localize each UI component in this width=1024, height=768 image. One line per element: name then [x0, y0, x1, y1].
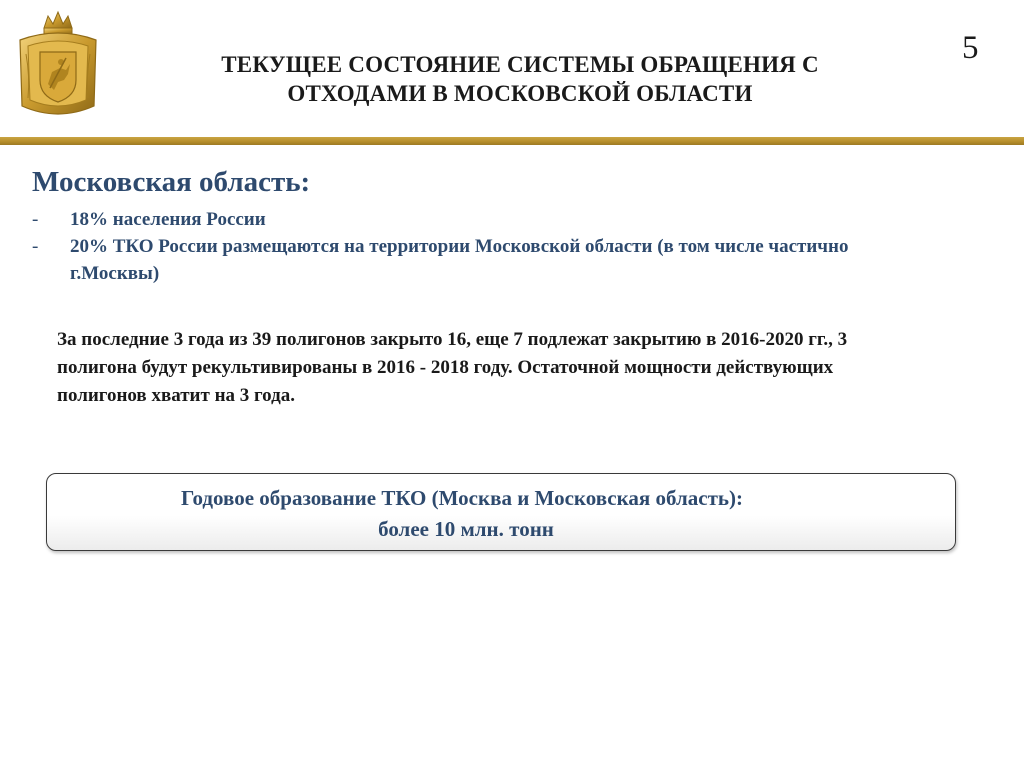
list-item — [32, 206, 932, 233]
bullet-dash: - — [32, 236, 39, 257]
fact-text: 20% ТКО России размещаются на территории Московской области (в том числе частично г.Москвы) — [70, 236, 849, 284]
slide-title — [150, 50, 890, 108]
coat-of-arms-icon — [14, 10, 102, 122]
bullet-dash: - — [32, 209, 39, 230]
region-heading: Московская область: — [32, 166, 311, 198]
landfill-closure-paragraph: За последние 3 года из 39 полигонов закрыто 16, еще 7 подлежат закрытию в 2016-2020 гг., 3 полигона будут рекультивированы в 2016 - 2018 году. Остаточной мощности действующих полигонов хватит на 3 года. — [57, 329, 848, 406]
slide-number: 5 — [962, 30, 979, 66]
fact-text: 18% населения России — [70, 209, 266, 230]
volume-box-title: Годовое образование ТКО (Москва и Московская область): — [180, 486, 744, 510]
annual-waste-volume-box — [46, 473, 956, 551]
slide-title-line-1: ТЕКУЩЕЕ СОСТОЯНИЕ СИСТЕМЫ ОБРАЩЕНИЯ С — [221, 52, 819, 77]
header-divider — [0, 137, 1024, 145]
volume-box-value: более 10 млн. тонн — [378, 517, 554, 541]
list-item — [32, 233, 932, 287]
region-fact-list — [32, 206, 932, 287]
slide-title-line-2: ОТХОДАМИ В МОСКОВСКОЙ ОБЛАСТИ — [287, 81, 753, 106]
